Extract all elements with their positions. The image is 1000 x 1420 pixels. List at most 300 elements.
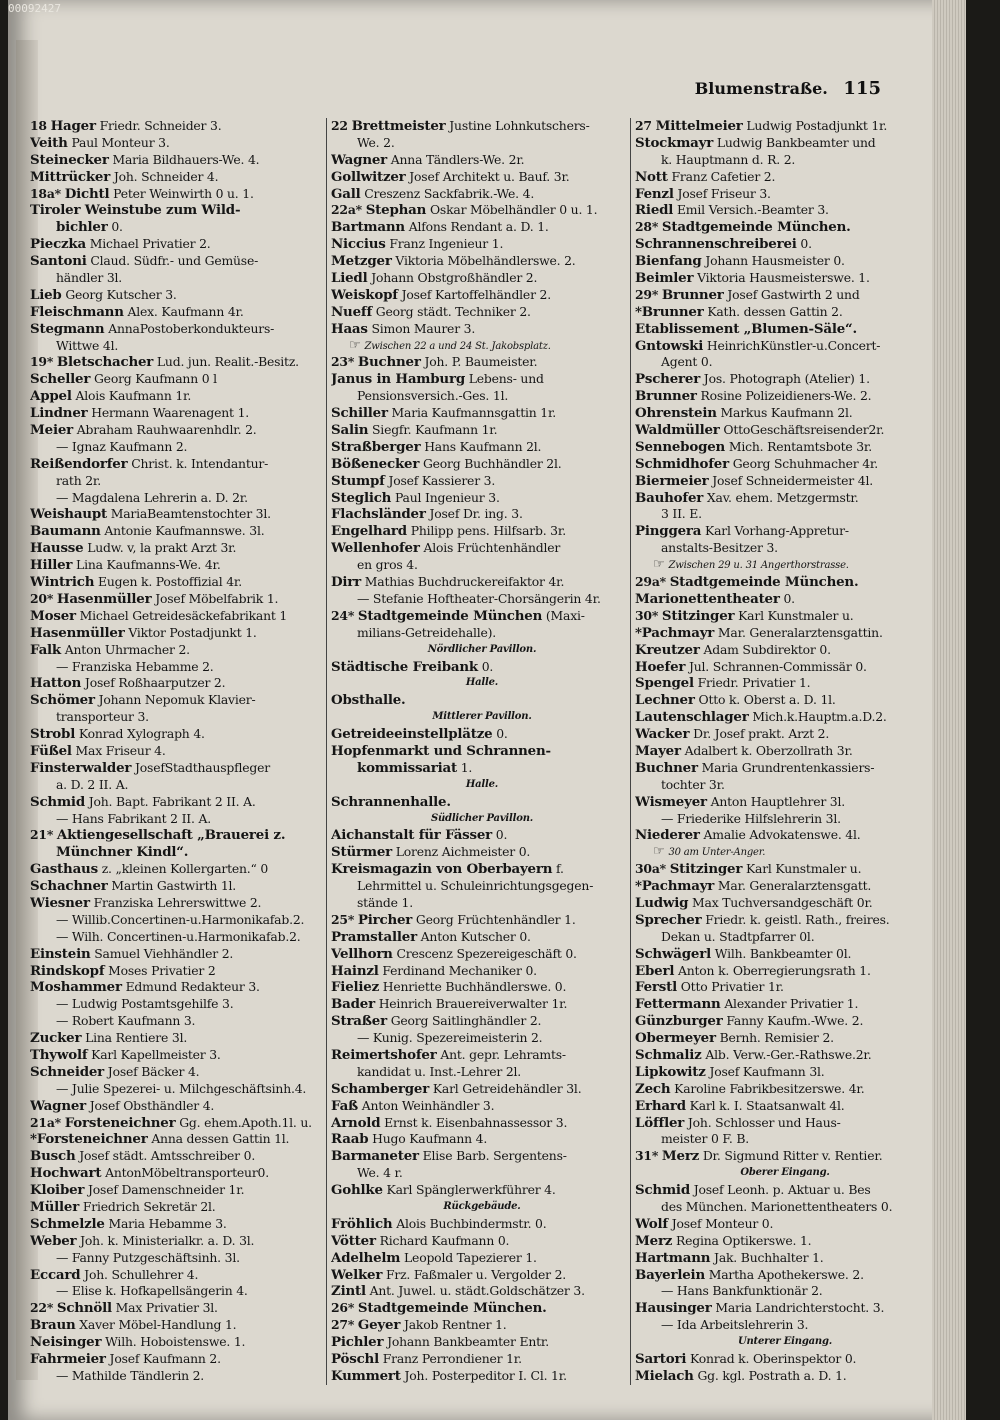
resident-name: Moshammer (30, 979, 122, 996)
continuation-line (30, 270, 330, 287)
resident-details: Hans Kaufmann 2l. (424, 438, 542, 454)
resident-name: Bader (331, 996, 375, 1013)
resident-details: Lorenz Aichmeister 0. (395, 844, 531, 860)
resident-entry (331, 473, 633, 490)
resident-entry (635, 1233, 935, 1250)
resident-name: Wagner (30, 1097, 87, 1114)
resident-details: JosefStadthauspfleger (135, 759, 270, 775)
resident-name: Eberl (635, 962, 675, 979)
continuation-text: Agent 0. (661, 354, 713, 370)
resident-details: Ludwig Bankbeamter und (716, 134, 876, 150)
resident-name: Löffler (635, 1114, 685, 1131)
column-3 (630, 118, 935, 1385)
continuation-text: tochter 3r. (661, 776, 725, 792)
resident-name: Fieliez (331, 979, 380, 996)
resident-name: Hasenmüller (30, 624, 125, 641)
continuation-text: Wittwe 4l. (56, 337, 119, 353)
house-number: 27* (331, 1317, 355, 1333)
resident-name: Schwägerl (635, 945, 711, 962)
continuation-line (30, 811, 330, 828)
continuation-text: — Friederike Hilfslehrerin 3l. (661, 810, 841, 826)
resident-entry (635, 1047, 935, 1064)
resident-name: Zucker (30, 1030, 82, 1047)
resident-entry (30, 371, 330, 388)
resident-name: Fahrmeier (30, 1351, 106, 1368)
resident-entry (30, 692, 330, 709)
resident-entry (30, 1047, 330, 1064)
resident-name: Pöschl (331, 1351, 379, 1368)
resident-name: Hausse (30, 540, 84, 557)
continuation-text: — Stefanie Hoftheater-Chorsängerin 4r. (357, 590, 601, 606)
resident-name: Günzburger (635, 1013, 723, 1030)
page-header (695, 78, 881, 99)
resident-entry (30, 743, 330, 760)
resident-entry (635, 743, 935, 760)
resident-details: Karl k. I. Staatsanwalt 4l. (689, 1097, 845, 1113)
resident-name: Ohrenstein (635, 405, 717, 422)
resident-name: Stadtgemeinde München. (661, 219, 851, 236)
house-entry (331, 202, 633, 219)
resident-entry (635, 659, 935, 676)
resident-name: Stadtgemeinde München. (669, 574, 859, 591)
resident-details: Creszenz Sackfabrik.-We. 4. (364, 185, 535, 201)
note-text: Zwischen 29 u. 31 Angerthorstrasse. (668, 560, 849, 572)
resident-entry (635, 1351, 935, 1368)
resident-name: Riedl (635, 202, 674, 219)
continuation-line (30, 912, 330, 929)
resident-name: Pscherer (635, 371, 701, 388)
resident-name: Bößenecker (331, 455, 420, 472)
resident-name: Vellhorn (331, 945, 393, 962)
continuation-text: — Mathilde Tändlerin 2. (56, 1367, 205, 1383)
resident-details: Henriette Buchhändlerswe. 0. (382, 979, 567, 995)
resident-details: Dr. Sigmund Ritter v. Rentier. (702, 1148, 883, 1164)
resident-details: Joh. k. Ministerialkr. a. D. 3l. (80, 1232, 255, 1248)
continuation-line (30, 219, 330, 236)
resident-name: Schamberger (331, 1080, 430, 1097)
resident-entry (30, 895, 330, 912)
resident-details: Philipp pens. Hilfsarb. 3r. (410, 523, 566, 539)
resident-name: Steinecker (30, 151, 109, 168)
resident-entry (331, 1081, 633, 1098)
resident-entry (331, 422, 633, 439)
resident-details: Richard Kaufmann 0. (379, 1232, 510, 1248)
resident-details: Josef Kartoffelhändler 2. (401, 286, 551, 302)
resident-details: Kath. dessen Gattin 2. (707, 303, 843, 319)
resident-entry (331, 1013, 633, 1030)
resident-details: Anna Tändlers-We. 2r. (390, 151, 525, 167)
resident-details: Lina Kaufmanns-We. 4r. (76, 557, 221, 573)
continuation-line (30, 996, 330, 1013)
resident-details: Simon Maurer 3. (371, 320, 476, 336)
resident-name: Stürmer (331, 844, 392, 861)
continuation-line (635, 1199, 935, 1216)
resident-details: Jos. Photograph (Atelier) 1. (703, 371, 870, 387)
continuation-text: Dekan u. Stadtpfarrer 0l. (661, 928, 815, 944)
resident-name: Müller (30, 1199, 80, 1215)
resident-details: Josef Schneidermeister 4l. (712, 472, 873, 488)
page-edges (932, 0, 966, 1420)
resident-details: Paul Monteur 3. (71, 134, 170, 150)
house-entry (30, 1300, 330, 1317)
resident-entry (635, 591, 935, 608)
resident-name: Scheller (30, 371, 91, 388)
resident-details: Max Tuchversandgeschäft 0r. (692, 894, 873, 910)
resident-name: Hatton (30, 675, 82, 692)
house-number: 22 (331, 118, 348, 133)
resident-entry (30, 963, 330, 980)
resident-details: Georg Kaufmann 0 l (93, 371, 217, 387)
resident-entry (331, 1233, 633, 1250)
resident-entry (635, 895, 935, 912)
resident-details: Max Friseur 4. (75, 742, 166, 758)
resident-entry (635, 456, 935, 473)
resident-name: Fettermann (635, 996, 721, 1013)
continuation-line (30, 338, 330, 355)
resident-details: Alex. Kaufmann 4r. (127, 303, 244, 319)
resident-details: Josef Roßhaarputzer 2. (84, 675, 226, 691)
resident-entry (30, 760, 330, 777)
house-entry (331, 608, 633, 625)
continuation-line (331, 591, 633, 608)
resident-entry (635, 405, 935, 422)
resident-name: Lieb (30, 286, 62, 303)
house-number: 30a* (635, 861, 666, 877)
continuation-line (635, 1131, 935, 1148)
resident-entry (331, 523, 633, 540)
resident-name: Marionettentheater (635, 590, 780, 607)
resident-name: Obsthalle. (331, 692, 406, 709)
resident-details: Lebens- und (468, 371, 544, 387)
resident-details: Xav. ehem. Metzgermstr. (706, 489, 859, 505)
resident-entry (635, 169, 935, 186)
house-number: 19* (30, 354, 54, 370)
section-subheading: Nördlicher Pavillon. (427, 643, 537, 655)
resident-entry (331, 270, 633, 287)
resident-details: Franz Cafetier 2. (671, 168, 776, 184)
resident-name: Stadtgemeinde München (357, 607, 543, 624)
resident-entry (331, 152, 633, 169)
resident-entry (331, 946, 633, 963)
resident-name: Sennebogen (635, 438, 726, 455)
resident-entry (635, 996, 935, 1013)
resident-name: Santoni (30, 253, 87, 270)
resident-entry (30, 1098, 330, 1115)
resident-entry (331, 186, 633, 203)
resident-name: Merz (661, 1148, 700, 1165)
resident-name: Hausinger (635, 1300, 712, 1317)
resident-name: Hopfenmarkt und Schrannen- (331, 742, 551, 759)
resident-entry (635, 1115, 935, 1132)
resident-details: Maria Kaufmannsgattin 1r. (391, 405, 557, 421)
continuation-line (30, 1368, 330, 1385)
continuation-line (30, 929, 330, 946)
resident-entry (30, 794, 330, 811)
resident-name: Mielach (635, 1367, 694, 1384)
resident-name: Steglich (331, 489, 392, 506)
house-entry (331, 118, 633, 135)
resident-entry (30, 321, 330, 338)
house-entry (30, 1115, 330, 1132)
resident-details: Claud. Südfr.- und Gemüse- (90, 253, 259, 269)
resident-name: Janus in Hamburg (331, 371, 465, 388)
resident-details: Martin Gastwirth 1l. (111, 878, 237, 894)
resident-details: Maria Landrichterstocht. 3. (715, 1300, 885, 1316)
resident-details: Amalie Advokatenswe. 4l. (703, 827, 861, 843)
resident-details: Johann Hausmeister 0. (705, 253, 845, 269)
resident-entry (30, 236, 330, 253)
continuation-text: — Elise k. Hofkapellsängerin 4. (56, 1283, 248, 1299)
resident-entry (331, 574, 633, 591)
archive-stamp: 00092427 (8, 2, 61, 15)
resident-entry (635, 760, 935, 777)
resident-entry (331, 1148, 633, 1165)
resident-entry (635, 490, 935, 507)
resident-name: Gollwitzer (331, 168, 406, 185)
house-number: 29* (635, 286, 659, 302)
resident-details: Franziska Lehrerswittwe 2. (93, 894, 262, 910)
house-number: 22a* (331, 202, 362, 218)
resident-entry (331, 456, 633, 473)
continuation-line (30, 659, 330, 676)
resident-details: z. „kleinen Kollergarten.“ 0 (101, 861, 269, 877)
resident-entry (635, 1098, 935, 1115)
resident-name: *Pachmayr (635, 878, 715, 895)
resident-entry (635, 186, 935, 203)
resident-entry (331, 321, 633, 338)
resident-name: Schmidhofer (635, 455, 729, 472)
resident-entry (30, 1131, 330, 1148)
resident-name: Lautenschlager (635, 709, 749, 726)
continuation-text: — Ignaz Kaufmann 2. (56, 438, 188, 454)
resident-name: Gasthaus (30, 861, 98, 878)
section-subheading: Südlicher Pavillon. (430, 812, 534, 824)
resident-details: Anton k. Oberregierungsrath 1. (677, 962, 871, 978)
resident-details: Maria Bildhauers-We. 4. (112, 151, 260, 167)
resident-details: Michael Getreidesäckefabrikant 1 (79, 607, 288, 623)
continuation-text: We. 2. (357, 134, 395, 150)
house-entry (30, 118, 330, 135)
resident-details: Konrad Xylograph 4. (78, 726, 205, 742)
resident-details: Georg Kutscher 3. (65, 286, 177, 302)
resident-name: Haas (331, 320, 368, 337)
resident-details: Viktoria Möbelhändlerswe. 2. (395, 253, 576, 269)
resident-name: Buchner (357, 354, 421, 371)
resident-entry (331, 219, 633, 236)
continuation-text: meister 0 F. B. (661, 1131, 749, 1147)
resident-details: Xaver Möbel-Handlung 1. (79, 1317, 237, 1333)
resident-details: Alfons Rendant a. D. 1. (408, 219, 549, 235)
resident-name: Spengel (635, 675, 694, 692)
resident-name: Weiskopf (331, 286, 398, 303)
resident-entry (331, 1368, 633, 1385)
section-subheading: Rückgebäude. (443, 1201, 521, 1212)
resident-name: Gohlke (331, 1182, 383, 1199)
resident-details: Karl Vorhang-Appretur- (705, 523, 849, 539)
resident-details: Karl Spänglerwerkführer 4. (386, 1182, 556, 1198)
resident-details: Paul Ingenieur 3. (394, 489, 500, 505)
resident-name: Strobl (30, 726, 76, 743)
resident-entry (635, 253, 935, 270)
resident-entry (635, 1300, 935, 1317)
resident-details: Emil Versich.-Beamter 3. (676, 202, 829, 218)
continuation-text: — Hans Bankfunktionär 2. (661, 1283, 823, 1299)
section-subheading: Halle. (465, 778, 499, 790)
resident-details: Alois Buchbindermstr. 0. (396, 1215, 547, 1231)
resident-details: Johann Obstgroßhändler 2. (371, 270, 538, 286)
resident-details: Maria Hebamme 3. (108, 1215, 227, 1231)
resident-name: Nott (635, 168, 668, 185)
resident-details: 0. (481, 658, 494, 674)
resident-name: Dichtl (64, 185, 110, 202)
resident-details: Josef Leonh. p. Aktuar u. Bes (693, 1182, 871, 1198)
resident-details: Gg. kgl. Postrath a. D. 1. (697, 1367, 847, 1383)
resident-name: Schmelzle (30, 1215, 105, 1232)
continuation-text: — Robert Kaufmann 3. (56, 1013, 196, 1029)
resident-name: Fenzl (635, 185, 674, 202)
resident-name: Baumann (30, 523, 101, 540)
resident-name: Brunner (635, 388, 697, 405)
resident-details: Frz. Faßmaler u. Vergolder 2. (385, 1266, 567, 1282)
resident-name: Lechner (635, 692, 695, 709)
continuation-text: — Hans Fabrikant 2 II. A. (56, 810, 211, 826)
resident-name: Stumpf (331, 472, 385, 489)
continuation-text: k. Hauptmann d. R. 2. (661, 151, 796, 167)
resident-details: Josef Obsthändler 4. (89, 1097, 215, 1113)
house-number: 26* (331, 1300, 355, 1316)
resident-entry (30, 861, 330, 878)
resident-details: Ludwig Postadjunkt 1r. (746, 118, 888, 133)
house-number: 21a* (30, 1114, 61, 1130)
resident-details: (Maxi- (545, 607, 585, 623)
resident-details: Joh. P. Baumeister. (424, 354, 538, 370)
resident-details: MariaBeamtenstochter 3l. (110, 506, 271, 522)
continuation-text: rath 2r. (56, 472, 101, 488)
resident-details: Josef Monteur 0. (671, 1215, 774, 1231)
resident-details: Otto Privatier 1r. (680, 979, 784, 995)
resident-name: Faß (331, 1097, 359, 1114)
resident-entry (30, 1334, 330, 1351)
resident-name: Zintl (331, 1283, 366, 1300)
resident-details: Lud. jun. Realit.-Besitz. (156, 354, 299, 370)
resident-details: Bernh. Remisier 2. (719, 1030, 834, 1046)
resident-details: Ferdinand Mechaniker 0. (382, 962, 537, 978)
house-entry (331, 912, 633, 929)
resident-entry (331, 979, 633, 996)
resident-details: Johann Bankbeamter Entr. (387, 1334, 550, 1350)
continuation-line (30, 709, 330, 726)
resident-name: kommissariat (357, 759, 457, 776)
resident-entry (331, 1267, 633, 1284)
resident-entry (30, 1216, 330, 1233)
house-number: 27 (635, 118, 652, 133)
resident-details: 0. (783, 590, 795, 606)
resident-entry (331, 1047, 633, 1064)
resident-entry (30, 1199, 330, 1216)
resident-details: Viktor Postadjunkt 1. (128, 624, 257, 640)
resident-name: *Forsteneichner (30, 1131, 148, 1148)
resident-details: Mathias Buchdruckereifaktor 4r. (364, 574, 565, 590)
resident-name: Hoefer (635, 658, 686, 675)
resident-name: Bletschacher (56, 354, 154, 371)
resident-entry (635, 827, 935, 844)
resident-entry (30, 557, 330, 574)
resident-entry (331, 253, 633, 270)
resident-name: Arnold (331, 1114, 381, 1131)
resident-name: Reimertshofer (331, 1046, 437, 1063)
resident-entry (30, 642, 330, 659)
resident-entry (30, 1267, 330, 1284)
resident-details: 0. (495, 827, 508, 843)
resident-entry (635, 270, 935, 287)
resident-entry (635, 473, 935, 490)
continuation-line (331, 557, 633, 574)
continuation-line (635, 1283, 935, 1300)
resident-entry (635, 625, 935, 642)
resident-name: Reißendorfer (30, 455, 128, 472)
resident-entry (635, 642, 935, 659)
house-entry (635, 861, 935, 878)
house-number: 29a* (635, 574, 666, 590)
resident-entry (30, 456, 330, 473)
continuation-line (635, 152, 935, 169)
resident-entry (635, 1030, 935, 1047)
resident-details: Mar. Generalarztensgatt. (717, 878, 872, 894)
resident-entry (30, 946, 330, 963)
resident-name: Pieczka (30, 236, 86, 253)
house-entry (635, 287, 935, 304)
resident-name: Merz (635, 1232, 673, 1249)
resident-details: Josef städt. Amtsschreiber 0. (79, 1148, 256, 1164)
resident-name: Brunner (661, 286, 724, 303)
resident-name: *Brunner (635, 303, 704, 320)
continuation-text: — Magdalena Lehrerin a. D. 2r. (56, 489, 248, 505)
resident-entry (635, 675, 935, 692)
resident-details: 0. (800, 236, 812, 252)
continuation-text: händler 3l. (56, 270, 123, 286)
resident-details: 1. (460, 759, 473, 775)
pointing-hand-icon: ☞ (349, 337, 361, 353)
resident-name: Finsterwalder (30, 759, 132, 776)
section-subheading: Mittlerer Pavillon. (432, 711, 532, 723)
resident-name: Stegmann (30, 320, 105, 337)
resident-name: Stitzinger (661, 607, 735, 624)
resident-entry (331, 1115, 633, 1132)
resident-details: Josef Kaufmann 3l. (709, 1063, 825, 1079)
house-number: 24* (331, 607, 355, 623)
resident-details: 0. (496, 726, 508, 742)
resident-details: 0. (111, 219, 123, 235)
house-entry (331, 354, 633, 371)
resident-name: Buchner (635, 759, 698, 776)
continuation-text: des München. Marionettentheaters 0. (661, 1199, 893, 1214)
resident-entry (30, 1317, 330, 1334)
continuation-line (331, 1165, 633, 1182)
resident-entry (635, 321, 935, 338)
resident-details: Adam Subdirektor 0. (703, 641, 831, 657)
resident-entry (331, 287, 633, 304)
continuation-text: — Kunig. Spezereimeisterin 2. (357, 1030, 543, 1046)
resident-name: Adelhelm (331, 1249, 401, 1266)
resident-details: Gg. ehem.Apoth.1l. u. (179, 1114, 312, 1130)
resident-name: Raab (331, 1131, 369, 1148)
continuation-line (30, 777, 330, 794)
continuation-line (30, 473, 330, 490)
house-number: 20* (30, 590, 54, 606)
continuation-line (635, 540, 935, 557)
resident-entry (30, 608, 330, 625)
resident-name: Barmaneter (331, 1148, 419, 1165)
